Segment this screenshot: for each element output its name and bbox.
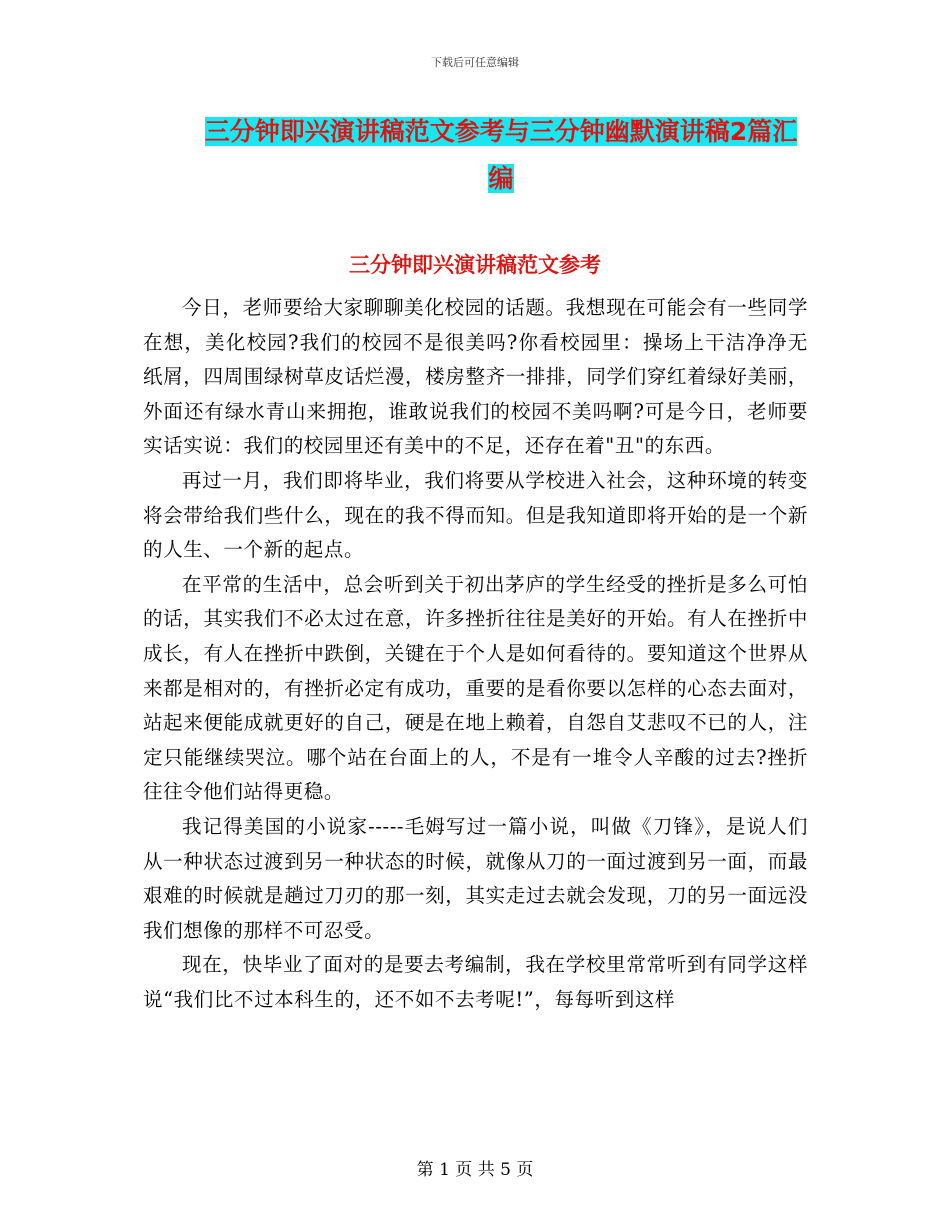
paragraph: 再过一月，我们即将毕业，我们将要从学校进入社会，这种环境的转变将会带给我们些什么，现在的我不得而知。但是我知道即将开始的是一个新的人生、一个新的起点。 — [143, 468, 808, 562]
page-footer: 第 1 页 共 5 页 — [416, 1160, 534, 1180]
body-text — [143, 291, 808, 1017]
paragraph: 在平常的生活中，总会听到关于初出茅庐的学生经受的挫折是多么可怕的话，其实我们不必太过在意，许多挫折往往是美好的开始。有人在挫折中成长，有人在挫折中跌倒，关键在于个人是如何看待的。要知道这个世界从来都是相对的，有挫折必定有成功，重要的是看你要以怎样的心态去面对，站起来便能成就更好的自己，硬是在地上赖着，自怨自艾悲叹不已的人，注定只能继续哭泣。哪个站在台面上的人，不是有一堆令人辛酸的过去?挫折往往令他们站得更稳。 — [143, 572, 808, 804]
header-note: 下载后可任意编辑 — [431, 56, 519, 69]
section-title: 三分钟即兴演讲稿范文参考 — [349, 253, 601, 277]
paragraph: 我记得美国的小说家-----毛姆写过一篇小说，叫做《刀锋》，是说人们从一种状态过渡到另一种状态的时候，就像从刀的一面过渡到另一面，而最艰难的时候就是趟过刀刃的那一刻，其实走过去就会发现，刀的另一面远没我们想像的那样不可忍受。 — [143, 814, 808, 942]
document-title-text: 三分钟即兴演讲稿范文参考与三分钟幽默演讲稿2篇汇编 — [204, 117, 798, 193]
paragraph: 今日，老师要给大家聊聊美化校园的话题。我想现在可能会有一些同学在想，美化校园?我们的校园不是很美吗?你看校园里：操场上干洁净净无纸屑，四周围绿树草皮话烂漫，楼房整齐一排排，同学们穿红着绿好美丽，外面还有绿水青山来拥抱，谁敢说我们的校园不美吗啊?可是今日，老师要实话实说：我们的校园里还有美中的不足，还存在着"丑"的东西。 — [143, 296, 808, 458]
paragraph: 现在，快毕业了面对的是要去考编制，我在学校里常常听到有同学这样说“我们比不过本科生的，还不如不去考呢!”，每每听到这样 — [143, 953, 808, 1011]
document-title — [195, 108, 807, 202]
